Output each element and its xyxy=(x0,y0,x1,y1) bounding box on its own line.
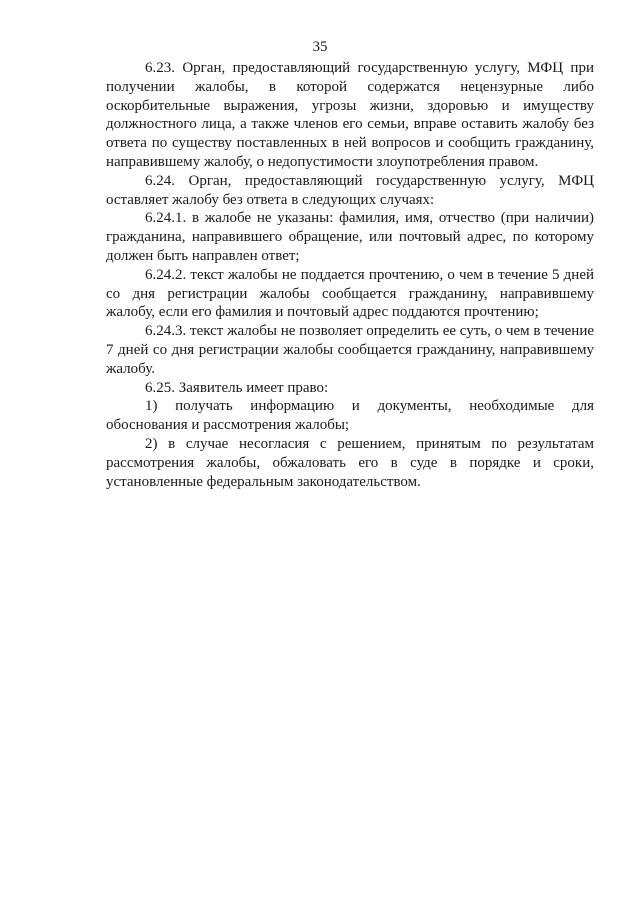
page-number: 35 xyxy=(312,39,328,55)
paragraph-6-24-2: 6.24.2. текст жалобы не поддается прочтению, о чем в течение 5 дней со дня регистрации жалобы сообщается гражданину, направившему жалобу, если его фамилия и почтовый адрес поддаются прочтению; xyxy=(106,266,594,321)
paragraph-6-25: 6.25. Заявитель имеет право: xyxy=(145,379,329,396)
paragraph-6-23: 6.23. Орган, предоставляющий государственную услугу, МФЦ при получении жалобы, в которой содержатся нецензурные либо оскорбительные выражения, угрозы жизни, здоровью и имуществу должностного лица, а также членов его семьи, вправе оставить жалобу без ответа по существу поставленных в ней вопросов и сообщить гражданину, направившему жалобу, о недопустимости злоупотребления правом. xyxy=(106,60,594,170)
paragraph-right-1: 1) получать информацию и документы, необходимые для обоснования и рассмотрения жалобы; xyxy=(106,398,594,434)
paragraph-6-24-3: 6.24.3. текст жалобы не позволяет определить ее суть, о чем в течение 7 дней со дня регистрации жалобы сообщается гражданину, направившему жалобу. xyxy=(106,323,594,377)
paragraph-6-24: 6.24. Орган, предоставляющий государственную услугу, МФЦ оставляет жалобу без ответа в следующих случаях: xyxy=(106,172,594,208)
paragraph-right-2: 2) в случае несогласия с решением, принятым по результатам рассмотрения жалобы, обжаловать его в суде в порядке и сроки, установленные федеральным законодательством. xyxy=(106,435,594,490)
document-body xyxy=(106,59,594,491)
paragraph-6-24-1: 6.24.1. в жалобе не указаны: фамилия, имя, отчество (при наличии) гражданина, направившего обращение, или почтовый адрес, по которому должен быть направлен ответ; xyxy=(106,210,594,264)
